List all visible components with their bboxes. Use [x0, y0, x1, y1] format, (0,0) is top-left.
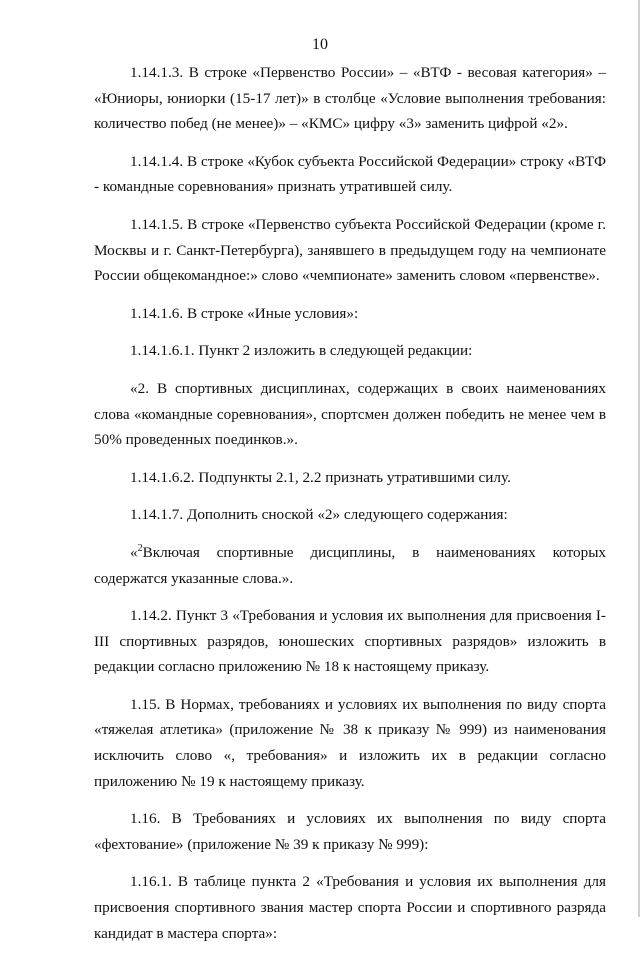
paragraph-1-14-1-7: 1.14.1.7. Дополнить сноской «2» следующего содержания: [130, 506, 508, 524]
paragraph-quote-point-2: «2. В спортивных дисциплинах, содержащих в своих наименованиях слова «командные соревнования», спортсмен должен победить не менее чем в 50% проведенных поединков.». [94, 379, 606, 449]
footnote-marker: 2 [137, 542, 143, 554]
paragraph-1-14-1-6-1: 1.14.1.6.1. Пункт 2 изложить в следующей редакции: [130, 342, 473, 360]
footnote-text: Включая спортивные дисциплины, в наименованиях которых содержатся указанные слова.». [94, 543, 606, 587]
document-body [94, 60, 606, 958]
paragraph-1-15: 1.15. В Нормах, требованиях и условиях их выполнения по виду спорта «тяжелая атлетика» (приложение № 38 к приказу № 999) из наименования исключить слово «, требования» и изложить их в редакции согласно приложению № 19 к настоящему приказу. [94, 695, 606, 790]
footnote-open-quote: « [130, 543, 138, 561]
paragraph-1-14-1-6-2: 1.14.1.6.2. Подпункты 2.1, 2.2 признать утратившими силу. [130, 468, 511, 486]
paragraph-1-14-1-3: 1.14.1.3. В строке «Первенство России» – «ВТФ - весовая категория» – «Юниоры, юниорки (15-17 лет)» в столбце «Условие выполнения требования: количество побед (не менее)» – «КМС» цифру «3» заменить цифрой «2». [94, 64, 606, 133]
paragraph-1-14-1-6: 1.14.1.6. В строке «Иные условия»: [130, 304, 359, 322]
paragraph-1-16: 1.16. В Требованиях и условиях их выполнения по виду спорта «фехтование» (приложение № 39 к приказу № 999): [94, 810, 606, 853]
paragraph-1-14-1-4: 1.14.1.4. В строке «Кубок субъекта Российской Федерации» строку «ВТФ - командные соревнования» признать утратившей силу. [94, 152, 606, 196]
paragraph-1-16-1: 1.16.1. В таблице пункта 2 «Требования и условия их выполнения для присвоения спортивного звания мастер спорта России и спортивного разряда кандидат в мастера спорта»: [94, 873, 606, 942]
paragraph-footnote-2 [94, 540, 606, 591]
paragraph-1-14-1-5: 1.14.1.5. В строке «Первенство субъекта Российской Федерации (кроме г. Москвы и г. Санкт-Петербурга), занявшего в предыдущем году на чемпионате России общекомандное:» слово «чемпионате» заменить словом «первенстве». [94, 215, 606, 285]
paragraph-1-14-2: 1.14.2. Пункт 3 «Требования и условия их выполнения для присвоения I-III спортивных разрядов, юношеских спортивных разрядов» изложить в редакции согласно приложению № 18 к настоящему приказу. [94, 607, 606, 676]
page-number: 10 [312, 36, 328, 53]
